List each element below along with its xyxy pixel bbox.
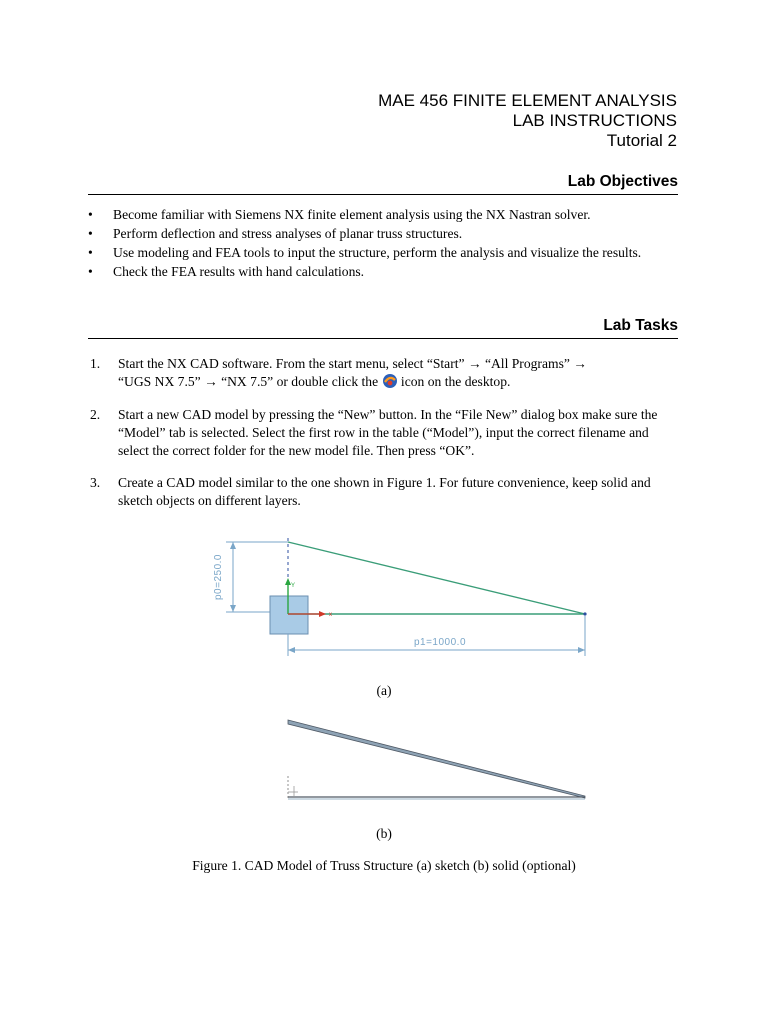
section-lab-objectives: Lab Objectives bbox=[88, 173, 678, 195]
arrow-icon: → bbox=[467, 356, 482, 371]
doc-type: LAB INSTRUCTIONS bbox=[512, 111, 677, 130]
triad-x-label: x bbox=[329, 612, 332, 618]
origin-block bbox=[270, 596, 308, 634]
figure-label-b: (b) bbox=[376, 826, 392, 841]
tutorial-number: Tutorial 2 bbox=[606, 131, 677, 150]
bullet-icon: • bbox=[88, 264, 93, 279]
triad-y-label: Y bbox=[291, 583, 296, 589]
truss-solid bbox=[288, 720, 585, 798]
task-item-2: 2. Start a new CAD model by pressing the “New” button. In the “File New” dialog box make sure the “Model” tab is selected. Select the first row in the table (“Model”), input the correct filename and select the correct folder for the new model file. Then press “OK”. bbox=[90, 407, 658, 458]
dim-label-vertical: p0=250.0 bbox=[213, 554, 224, 600]
list-item: • Become familiar with Siemens NX finite element analysis using the NX Nastran solver. bbox=[88, 207, 591, 222]
task-item-3: 3. Create a CAD model similar to the one shown in Figure 1. For future convenience, keep solid and sketch objects on different layers. bbox=[90, 475, 651, 508]
truss-member-top bbox=[288, 542, 585, 614]
node-end bbox=[583, 612, 586, 615]
list-item: • Use modeling and FEA tools to input the structure, perform the analysis and visualize the results. bbox=[88, 245, 642, 260]
figure-a-sketch bbox=[190, 530, 600, 660]
dim-arrow-up bbox=[230, 542, 236, 549]
course-title: MAE 456 FINITE ELEMENT ANALYSIS bbox=[378, 91, 677, 110]
section-lab-tasks: Lab Tasks bbox=[88, 317, 678, 339]
objectives-list bbox=[88, 206, 678, 282]
bullet-icon: • bbox=[88, 245, 93, 260]
arrow-icon: → bbox=[573, 356, 587, 371]
figure-b-solid bbox=[280, 714, 590, 804]
dim-arrow-down bbox=[230, 605, 236, 612]
list-item: • Perform deflection and stress analyses of planar truss structures. bbox=[88, 226, 463, 241]
figure-label-a: (a) bbox=[376, 683, 392, 698]
figure-caption: Figure 1. CAD Model of Truss Structure (a) sketch (b) solid (optional) bbox=[192, 858, 576, 873]
dim-arrow-left bbox=[288, 647, 295, 653]
dim-label-horizontal: p1=1000.0 bbox=[413, 637, 467, 648]
triad-x-arrow bbox=[319, 611, 326, 617]
task-item-1: 1. Start the NX CAD software. From the start menu, select “Start” → “All Programs” → “UGS NX 7.5” → “NX 7.5” or double click the icon on the desktop. bbox=[90, 355, 678, 394]
nx-app-icon bbox=[382, 373, 398, 394]
dim-arrow-right bbox=[578, 647, 585, 653]
list-item: • Check the FEA results with hand calculations. bbox=[88, 264, 365, 279]
document-header bbox=[378, 91, 677, 151]
bullet-icon: • bbox=[88, 207, 93, 222]
bullet-icon: • bbox=[88, 226, 93, 241]
arrow-icon: → bbox=[204, 374, 218, 389]
